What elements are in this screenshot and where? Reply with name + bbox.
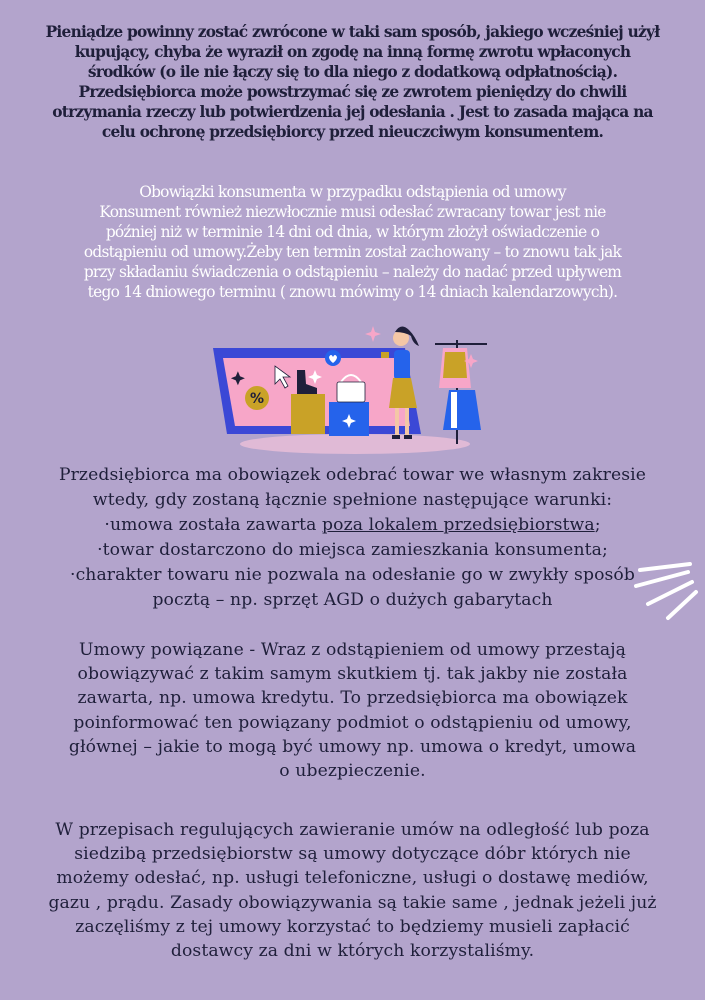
text-line: dostawcy za dni w których korzystaliśmy. — [170, 941, 535, 962]
condition-line: ·towar dostarczono do miejsca zamieszkania konsumenta; — [97, 540, 608, 560]
pickup-paragraph — [0, 463, 705, 613]
text-line: obowiązywać z takim samym skutkiem tj. tak jakby nie została — [77, 664, 628, 685]
text-line: poinformować ten powiązany podmiot o odstąpieniu od umowy, — [73, 712, 632, 733]
duties-heading: Obowiązki konsumenta w przypadku odstąpienia od umowy — [139, 183, 566, 201]
text-line: tego 14 dniowego terminu ( znowu mówimy o 14 dniach kalendarzowych). — [87, 283, 618, 301]
text-line: zaczęliśmy z tej umowy korzystać to będziemy musieli zapłacić — [75, 916, 630, 937]
text-line: wtedy, gdy zostaną łącznie spełnione następujące warunki: — [92, 490, 613, 510]
linked-contracts-paragraph — [0, 638, 705, 783]
condition-prefix: ·umowa została zawarta — [104, 515, 323, 535]
condition-line — [0, 513, 705, 538]
percent-symbol: % — [249, 391, 265, 407]
condition-line: ·charakter towaru nie pozwala na odesłanie go w zwykły sposób — [70, 565, 635, 585]
sparkle-lines-icon — [632, 560, 702, 630]
text-line: W przepisach regulujących zawieranie umów na odległość lub poza — [55, 820, 650, 840]
duties-paragraph — [0, 182, 705, 302]
text-line: o ubezpieczenie. — [279, 761, 426, 782]
text-line: Przedsiębiorca ma obowiązek odebrać towar we własnym zakresie — [58, 465, 647, 485]
off-premises-link[interactable]: poza lokalem przedsiębiorstwa — [322, 515, 595, 535]
text-line: przy składaniu świadczenia o odstąpieniu – należy do nadać przed upływem — [83, 263, 622, 281]
distance-contracts-paragraph — [0, 818, 705, 963]
text-line: środków (o ile nie łączy się to dla niego z dodatkową odpłatnością). — [87, 63, 618, 81]
text-line: odstąpieniu od umowy.Żeby ten termin został zachowany – to znowu tak jak — [83, 243, 622, 261]
text-line: później niż w terminie 14 dni od dnia, w którym złożył oświadczenie o — [105, 223, 600, 241]
text-line: kupujący, chyba że wyraził on zgodę na inną formę zwrotu wpłaconych — [74, 43, 631, 61]
text-line: Konsument również niezwłocznie musi odesłać zwracany towar jest nie — [99, 203, 606, 221]
refund-paragraph — [0, 22, 705, 142]
condition-suffix: ; — [594, 515, 601, 535]
text-line: gazu , prądu. Zasady obowiązywania są takie same , jednak jeżeli już — [48, 892, 657, 913]
text-line: zawarta, np. umowa kredytu. To przedsiębiorca ma obowiązek — [77, 688, 628, 709]
text-line: otrzymania rzeczy lub potwierdzenia jej odesłania . Jest to zasada mająca na — [52, 103, 653, 121]
text-line: pocztą – np. sprzęt AGD o dużych gabarytach — [152, 590, 553, 610]
text-line: Przedsiębiorca może powstrzymać się ze zwrotem pieniędzy do chwili — [78, 83, 627, 101]
text-line: siedzibą przedsiębiorstw są umowy dotyczące dóbr których nie — [74, 844, 631, 865]
text-line: możemy odesłać, np. usługi telefoniczne, usługi o dostawę mediów, — [56, 868, 649, 889]
text-line: głównej – jakie to mogą być umowy np. umowa o kredyt, umowa — [68, 736, 637, 757]
text-line: Pieniądze powinny zostać zwrócone w taki sam sposób, jakiego wcześniej użył — [45, 23, 660, 41]
text-line: Umowy powiązane - Wraz z odstąpieniem od umowy przestają — [79, 640, 626, 660]
text-line: celu ochronę przedsiębiorcy przed nieuczciwym konsumentem. — [101, 123, 604, 141]
online-shopping-illustration — [205, 318, 505, 458]
